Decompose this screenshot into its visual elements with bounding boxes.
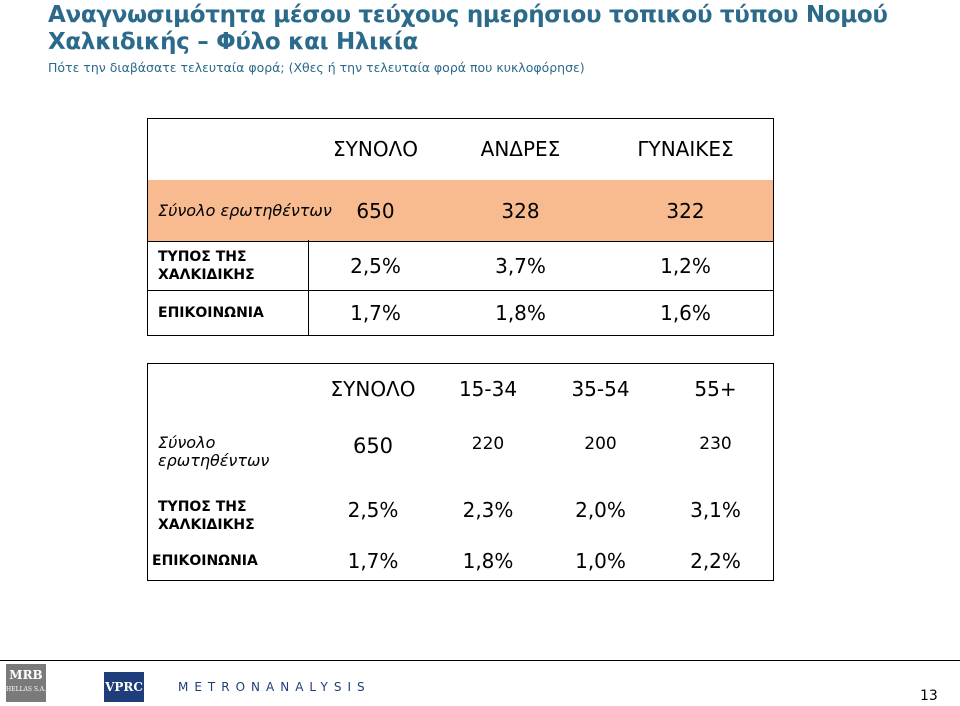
- question-subtitle: Πότε την διαβάσατε τελευταία φορά; (Χθες ή την τελευταία φορά που κυκλοφόρησε): [48, 60, 585, 75]
- mrb-logo: [6, 664, 46, 702]
- value-cell: 2,3%: [462, 498, 514, 522]
- header-cell: 35-54: [571, 377, 630, 401]
- title-line-2: Χαλκιδικής – Φύλο και Ηλικία: [48, 29, 419, 55]
- header-cell: ΣΥΝΟΛΟ: [333, 137, 418, 161]
- value-cell: 2,5%: [347, 498, 399, 522]
- value-cell: 230: [699, 434, 732, 454]
- footer-divider: [0, 660, 960, 661]
- mrb-logo-subtext: HELLAS S.A.: [6, 686, 46, 693]
- table-row: [148, 242, 773, 290]
- value-cell: 1,6%: [660, 301, 711, 325]
- header-cell: ΣΥΝΟΛΟ: [330, 377, 416, 401]
- table-row: [148, 180, 773, 241]
- value-cell: 1,7%: [347, 549, 399, 573]
- row-label: Σύνολο ερωτηθέντων: [158, 200, 332, 220]
- table-row: [148, 291, 773, 335]
- value-cell: 3,7%: [495, 254, 546, 278]
- header-cell: ΓΥΝΑΙΚΕΣ: [637, 137, 734, 161]
- value-cell: 650: [356, 198, 395, 223]
- value-cell: 2,0%: [575, 498, 626, 522]
- title-line-1: Αναγνωσιμότητα μέσου τεύχους ημερήσιου τοπικού τύπου Νομού: [48, 2, 888, 28]
- value-cell: 2,5%: [350, 254, 401, 278]
- value-cell: 328: [501, 198, 540, 223]
- value-cell: 650: [352, 434, 394, 458]
- value-cell: 200: [584, 434, 617, 454]
- row-label: ΤΥΠΟΣ ΤΗΣ ΧΑΛΚΙΔΙΚΗΣ: [158, 499, 255, 533]
- value-cell: 2,2%: [690, 549, 741, 573]
- value-cell: 1,0%: [575, 549, 626, 573]
- table-row: [148, 414, 773, 490]
- value-cell: 1,2%: [660, 254, 711, 278]
- mrb-logo-text: MRB: [9, 668, 43, 682]
- value-cell: 1,8%: [495, 301, 546, 325]
- age-table: [147, 363, 774, 581]
- value-cell: 220: [471, 434, 505, 454]
- table-header-row: [148, 119, 773, 179]
- row-label: Σύνολο ερωτηθέντων: [158, 433, 270, 470]
- row-label: ΕΠΙΚΟΙΝΩΝΙΑ: [152, 553, 258, 569]
- row-label: ΕΠΙΚΟΙΝΩΝΙΑ: [158, 305, 264, 321]
- value-cell: 1,8%: [462, 549, 514, 573]
- page-title: [48, 2, 960, 56]
- page-number: 13: [920, 688, 938, 704]
- header-cell: 15-34: [458, 377, 518, 401]
- header-cell: ΑΝΔΡΕΣ: [480, 137, 561, 161]
- header-cell: 55+: [694, 377, 737, 401]
- gender-table: [147, 118, 774, 336]
- table-header-row: [148, 364, 773, 414]
- row-label: ΤΥΠΟΣ ΤΗΣ ΧΑΛΚΙΔΙΚΗΣ: [158, 249, 255, 283]
- vprc-logo: VPRC: [104, 672, 144, 702]
- table-row: [148, 490, 773, 542]
- table-row: [148, 542, 773, 580]
- value-cell: 1,7%: [350, 301, 401, 325]
- metron-analysis-logo: METRONANALYSIS: [178, 680, 371, 694]
- value-cell: 322: [666, 198, 705, 223]
- value-cell: 3,1%: [690, 498, 741, 522]
